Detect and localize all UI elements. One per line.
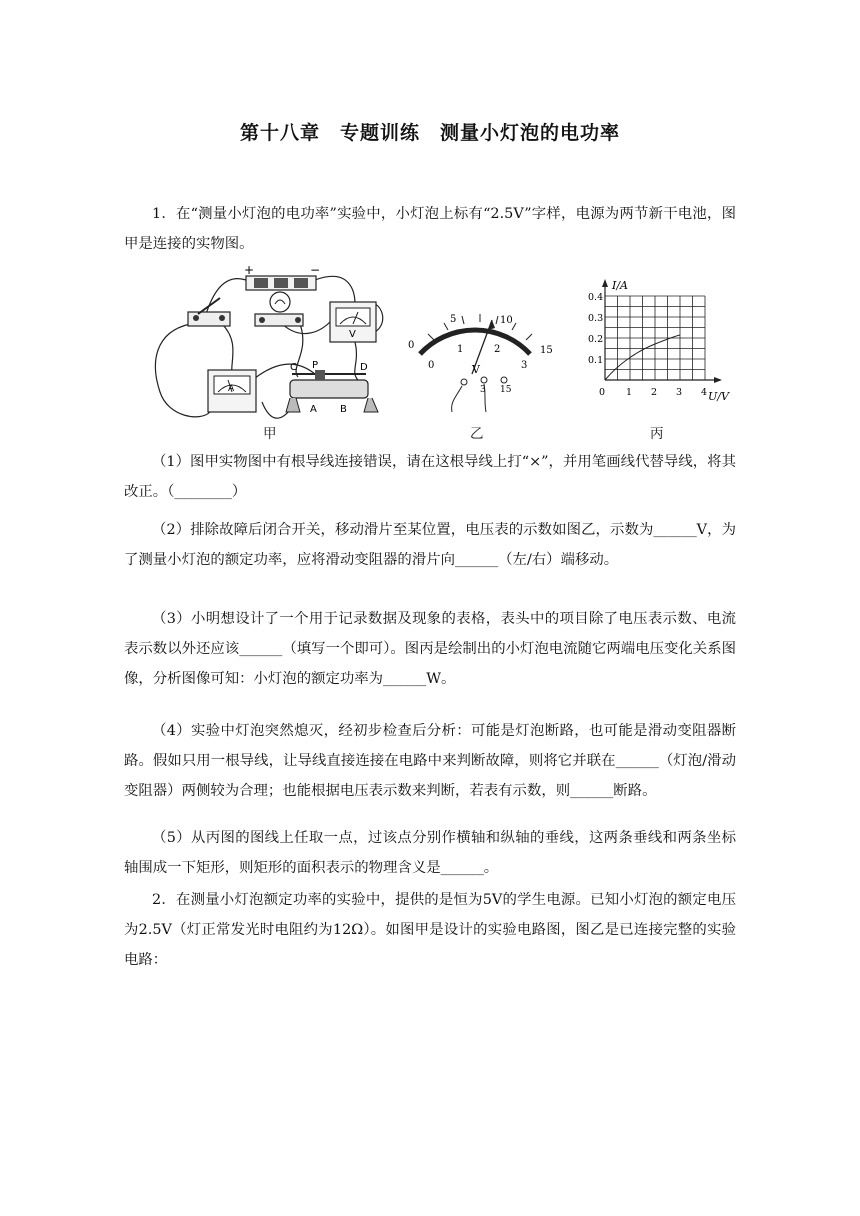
terminal-a: A: [310, 404, 317, 415]
y-tick-0-2: 0.2: [588, 334, 604, 345]
terminal-b: B: [340, 404, 347, 415]
battery-minus: −: [310, 263, 321, 277]
caption-yi: 乙: [470, 426, 484, 442]
voltmeter-label: V: [349, 329, 356, 340]
terminal-3: 3: [480, 385, 486, 395]
x-axis-label: U/V: [708, 390, 729, 403]
wire: [262, 402, 290, 418]
switch: [188, 298, 230, 326]
ammeter-label: A: [228, 384, 235, 394]
page-title: 第十八章 专题训练 测量小灯泡的电功率: [239, 122, 620, 144]
x-tick-2: 2: [651, 387, 658, 398]
circuit-figure-jia: [150, 262, 420, 424]
terminal-15: 15: [500, 385, 512, 395]
y-axis-label: I/A: [612, 279, 628, 292]
question-1-part-5: （5）从丙图的图线上任取一点，过该点分别作横轴和纵轴的垂线，这两条垂线和两条坐标轴围成一下矩形，则矩形的面积表示的物理含义是______。: [124, 830, 736, 876]
scale-lower-3: 3: [521, 360, 528, 371]
battery-plus: +: [244, 263, 255, 277]
wire: [155, 324, 210, 417]
dial-unit: V: [472, 363, 480, 376]
scale-lower-0: 0: [428, 360, 435, 371]
x-tick-1: 1: [626, 387, 633, 398]
figure-row: [150, 262, 740, 440]
iu-graph-bing: [580, 262, 740, 424]
ammeter: [208, 370, 256, 412]
caption-bing: 丙: [650, 426, 664, 442]
question-1-intro: 1．在“测量小灯泡的电功率”实验中，小灯泡上标有“2.5V”字样，电源为两节新干电池，图甲是连接的实物图。: [124, 206, 736, 252]
rheostat: [286, 360, 378, 415]
terminal-d: D: [360, 362, 368, 373]
scale-lower-1: 1: [457, 344, 464, 355]
scale-upper-0: 0: [408, 340, 415, 351]
y-tick-0-4: 0.4: [588, 292, 604, 303]
voltmeter: [330, 302, 376, 342]
x-tick-0: 0: [599, 387, 606, 398]
wire: [222, 324, 233, 374]
scale-upper-5: 5: [450, 314, 457, 325]
x-tick-4: 4: [701, 387, 708, 398]
wire: [205, 279, 246, 317]
scale-upper-15: 15: [540, 345, 553, 356]
caption-jia: 甲: [263, 426, 277, 442]
y-tick-0-1: 0.1: [588, 355, 604, 366]
y-tick-0-3: 0.3: [588, 313, 604, 324]
question-2-text: 2．在测量小灯泡额定功率的实验中，提供的是恒为5V的学生电源。已知小灯泡的额定电压为2.5V（灯正常发光时电阻约为12Ω）。如图甲是设计的实验电路图，图乙是已连接完整的实验电路：: [124, 892, 736, 968]
wire: [296, 324, 303, 377]
scale-upper-10: 10: [500, 315, 513, 326]
battery-box: [244, 263, 320, 290]
voltmeter-dial-yi: [400, 262, 570, 424]
terminal-c: C: [290, 362, 297, 373]
question-1-part-2: （2）排除故障后闭合开关，移动滑片至某位置，电压表的示数如图乙，示数为______V，为了测量小灯泡的额定功率，应将滑动变阻器的滑片向______（左/右）端移动。: [124, 522, 736, 568]
scale-lower-2: 2: [494, 344, 501, 355]
question-1-part-4: （4）实验中灯泡突然熄灭，经初步检查后分析：可能是灯泡断路，也可能是滑动变阻器断路。假如只用一根导线，让导线直接连接在电路中来判断故障，则将它并联在______（灯泡/滑动变阻器）两侧较为合理；也能根据电压表示数来判断，若表有示数，则______断路。: [124, 723, 736, 799]
question-1-part-3: （3）小明想设计了一个用于记录数据及现象的表格，表头中的项目除了电压表示数、电流表示数以外还应该______（填写一个即可）。图丙是绘制出的小灯泡电流随它两端电压变化关系图像，分析图像可知：小灯泡的额定功率为______W。: [124, 611, 736, 687]
wire: [315, 276, 355, 304]
lamp: [255, 292, 303, 326]
x-tick-3: 3: [676, 387, 683, 398]
terminal-p: P: [312, 360, 319, 371]
question-1-part-1: （1）图甲实物图中有根导线连接错误，请在这根导线上打“×”，并用笔画线代替导线，将其改正。（________）: [124, 454, 736, 500]
